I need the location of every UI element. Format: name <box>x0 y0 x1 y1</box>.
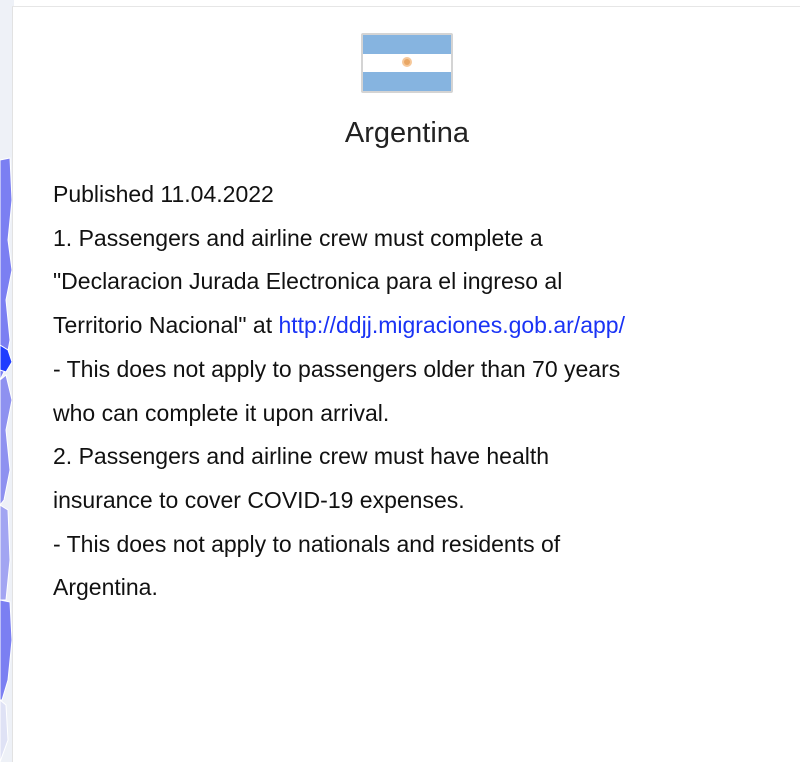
country-title: Argentina <box>344 117 470 149</box>
argentina-flag-icon <box>361 33 453 93</box>
sun-of-may-icon <box>401 56 413 68</box>
advisory-line-3-text: Territorio Nacional" at <box>53 312 279 339</box>
advisory-line-8: - This does not apply to nationals and residents of <box>53 530 561 557</box>
flag-band-bottom <box>363 72 451 91</box>
advisory-text <box>53 173 773 610</box>
country-info-popup <box>12 6 800 762</box>
advisory-line-5: who can complete it upon arrival. <box>53 399 390 426</box>
declaration-link[interactable]: http://ddjj.migraciones.gob.ar/app/ <box>278 312 625 339</box>
advisory-line-6: 2. Passengers and airline crew must have health <box>53 443 550 470</box>
advisory-line-2: "Declaracion Jurada Electronica para el ingreso al <box>53 268 563 295</box>
advisory-line-1: 1. Passengers and airline crew must complete a <box>53 224 543 251</box>
advisory-line-4: - This does not apply to passengers older than 70 years <box>53 355 621 382</box>
flag-band-top <box>363 35 451 54</box>
advisory-line-9: Argentina. <box>53 574 158 601</box>
advisory-line-3 <box>53 304 773 348</box>
published-date: Published 11.04.2022 <box>53 181 274 207</box>
advisory-line-7: insurance to cover COVID-19 expenses. <box>53 486 465 513</box>
